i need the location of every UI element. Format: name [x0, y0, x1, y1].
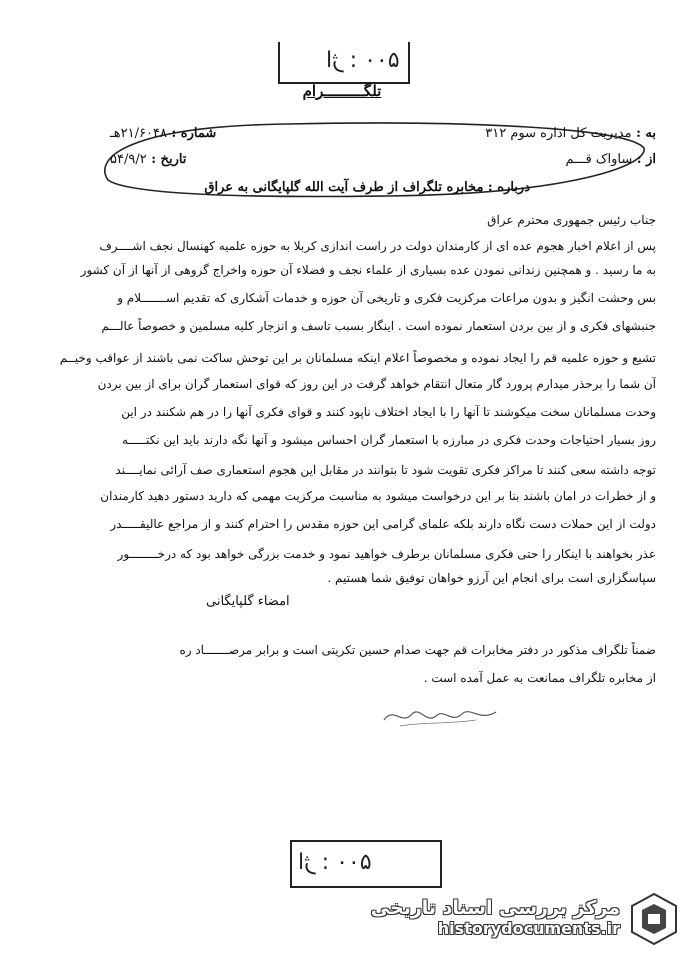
stamp-text: ۵۰۰ : اژ [298, 850, 372, 875]
from-field: از : ساواک قـــم [565, 152, 656, 167]
body-line: آن شما را برحذر میدارم پرورد گار متعال انتقام خواهد گرفت در این روز که قوای استعمار گران برای از بین بردن [97, 377, 656, 391]
body-line: عذر بخواهند با اینکار را حتی فکری مسلمانان برطرف خواهید نمود و خدمت بزرگی خواهد بود که درخــــــــور [117, 547, 656, 561]
watermark [371, 897, 620, 938]
handwritten-initials [380, 700, 500, 730]
body-line: به ما رسید . و همچنین زندانی نمودن عده بسیاری از علماء نجف و فضلاء آن حوزه واخراج گروهی از آنها از آن کشور [80, 263, 656, 277]
stamp-text: ۵۰۰ : اژ [326, 48, 400, 73]
top-stamp [278, 42, 410, 84]
body-line: سپاسگزاری است برای انجام این آرزو خواهان توفیق شما هستیم . [327, 571, 656, 585]
subject-line: درباره : مخابره تلگراف از طرف آیت الله گلپایگانی به عراق [204, 180, 530, 195]
watermark-url: historydocuments.ir [437, 919, 620, 938]
body-line: پس از اعلام اخبار هجوم عده ای از کارمندان دولت در راست اندازی کربلا به حوزه علمیه کهنسال نجف اشــــرف [99, 239, 656, 253]
body-line: دولت از این حملات دست نگاه دارند بلکه علمای گرامی این حوزه مقدس را احترام کنند و از مراجع عالیقـــــدر [110, 517, 656, 531]
number-field: شماره : ۲۱/۶۰۴۸هـ [110, 126, 217, 141]
archive-logo-icon [626, 890, 682, 946]
watermark-title: مرکز بررسی اسناد تاریخی [370, 897, 620, 919]
body-line: توجه داشته سعی کنند تا مراکز فکری تقویت شود تا بتوانند در مقابل این هجوم استعماری صف آرائی نمایــــند [115, 463, 656, 477]
body-line: وحدت مسلمانان سخت میکوشند تا آنها را با ایجاد اختلاف ناپود کنند و قوای فکری آنها را در هم شکنند در این [121, 405, 656, 419]
footer-line: از مخابره تلگراف ممانعت به عمل آمده است . [423, 671, 656, 685]
body-line: بس وحشت انگیز و بدون مراعات مرکزیت فکری و تاریخی آن حوزه و خدمات آشکاری که تقدیم اســـــــلام و [117, 291, 656, 305]
date-field: تاریخ : ۵۴/۹/۲ [110, 152, 187, 167]
footer-line: ضمناً تلگراف مذکور در دفتر مخابرات قم جهت صدام حسین تکریتی است و برابر مرصـــــــاد ره [179, 643, 656, 657]
body-line: و از خطرات در امان باشند بنا بر این درخواست میشود به مناسبت مرکزیت مهمی که دارید دستور دهید کارمندان [100, 489, 656, 503]
to-field: به : مدیریت کل اداره سوم ۳۱۲ [485, 126, 656, 141]
bottom-stamp [290, 840, 442, 888]
body-line: تشیع و حوزه علمیه قم را ایجاد نموده و مخصوصاً اعلام اینکه مسلمانان بر این توحش ساکت نمی باشند از عواقب وخیــم [59, 351, 656, 365]
signature: امضاء گلپایگانی [206, 594, 290, 609]
body-line: جنبشهای فکری و از بین بردن استعمار نموده است . اینگار بسبب تاسف و انزجار کلیه مسلمین و خصوصاً عالـــم [101, 319, 656, 333]
body-line: روز بسیار احتیاجات وحدت فکری در مبارزه با استعمار گران احساس میشود و آنها نگه دارند باید این نکتـــــه [121, 433, 656, 447]
document-title: تلگـــــــــرام [302, 82, 382, 100]
body-line: جناب رئیس جمهوری محترم عراق [487, 213, 656, 227]
